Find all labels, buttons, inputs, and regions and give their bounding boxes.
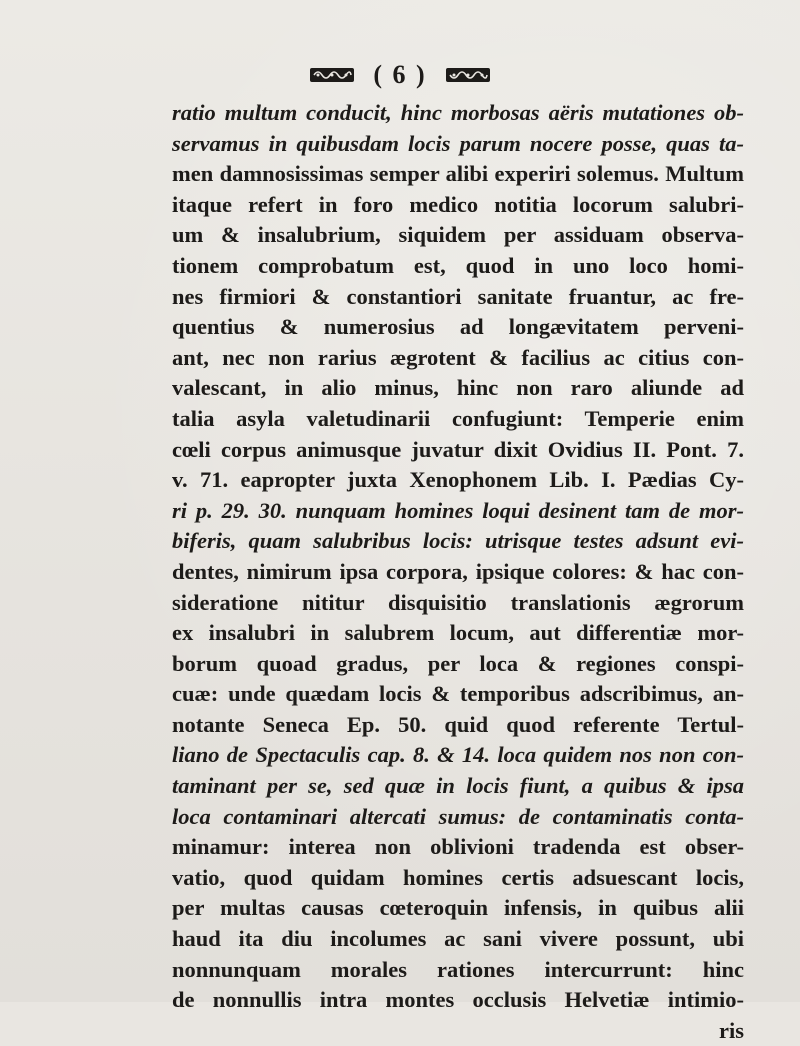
text-line: haud ita diu incolumes ac sani vivere possunt, ubi bbox=[172, 926, 744, 952]
catchword: ris bbox=[719, 1017, 744, 1043]
text-line: liano de Spectaculis cap. 8. & 14. loca quidem nos non con- bbox=[172, 742, 744, 768]
printers-ornament-left-icon bbox=[309, 65, 355, 85]
printers-ornament-right-icon bbox=[445, 65, 491, 85]
text-line: v. 71. eapropter juxta Xenophonem Lib. I. Pædias Cy- bbox=[172, 467, 744, 493]
text-line: minamur: interea non oblivioni tradenda est obser- bbox=[172, 834, 744, 860]
text-line: vatio, quod quidam homines certis adsuescant locis, bbox=[172, 864, 744, 890]
text-line: itaque refert in foro medico notitia locorum salubri- bbox=[172, 191, 744, 217]
text-line: nes firmiori & constantiori sanitate fruantur, ac fre- bbox=[172, 283, 744, 309]
text-line: borum quoad gradus, per loca & regiones conspi- bbox=[172, 650, 744, 676]
text-line: ant, nec non rarius ægrotent & facilius ac citius con- bbox=[172, 344, 744, 370]
text-line: taminant per se, sed quæ in locis fiunt, a quibus & ipsa bbox=[172, 773, 744, 799]
text-line: sideratione nititur disquisitio translationis ægrorum bbox=[172, 589, 744, 615]
text-line: notante Seneca Ep. 50. quid quod referente Tertul- bbox=[172, 711, 744, 737]
text-line: quentius & numerosius ad longævitatem perveni- bbox=[172, 314, 744, 340]
page-header bbox=[0, 60, 800, 90]
text-line: ri p. 29. 30. nunquam homines loqui desinent tam de mor- bbox=[172, 497, 744, 523]
text-line: cuæ: unde quædam locis & temporibus adscribimus, an- bbox=[172, 681, 744, 707]
text-line: per multas causas cœteroquin infensis, in quibus alii bbox=[172, 895, 744, 921]
text-line: ex insalubri in salubrem locum, aut differentiæ mor- bbox=[172, 620, 744, 646]
text-line: ratio multum conducit, hinc morbosas aëris mutationes ob- bbox=[172, 100, 744, 125]
text-line: talia asyla valetudinarii confugiunt: Temperie enim bbox=[172, 405, 744, 431]
text-line: servamus in quibusdam locis parum nocere posse, quas ta- bbox=[172, 130, 744, 156]
text-line: valescant, in alio minus, hinc non raro aliunde ad bbox=[172, 375, 744, 401]
text-line: cœli corpus animusque juvatur dixit Ovidius II. Pont. 7. bbox=[172, 436, 744, 462]
body-text bbox=[172, 98, 744, 1046]
text-line: loca contaminari altercati sumus: de contaminatis conta- bbox=[172, 803, 744, 829]
text-line: um & insalubrium, siquidem per assiduam observa- bbox=[172, 222, 744, 248]
text-line: men damnosissimas semper alibi experiri solemus. Multum bbox=[172, 161, 744, 187]
text-line: nonnunquam morales rationes intercurrunt: hinc bbox=[172, 956, 744, 982]
page-number: ( 6 ) bbox=[373, 60, 427, 89]
text-line: dentes, nimirum ipsa corpora, ipsique colores: & hac con- bbox=[172, 558, 744, 584]
text-line: biferis, quam salubribus locis: utrisque testes adsunt evi- bbox=[172, 528, 744, 554]
text-line: de nonnullis intra montes occlusis Helvetiæ intimio- bbox=[172, 987, 744, 1013]
text-line: tionem comprobatum est, quod in uno loco homi- bbox=[172, 252, 744, 278]
